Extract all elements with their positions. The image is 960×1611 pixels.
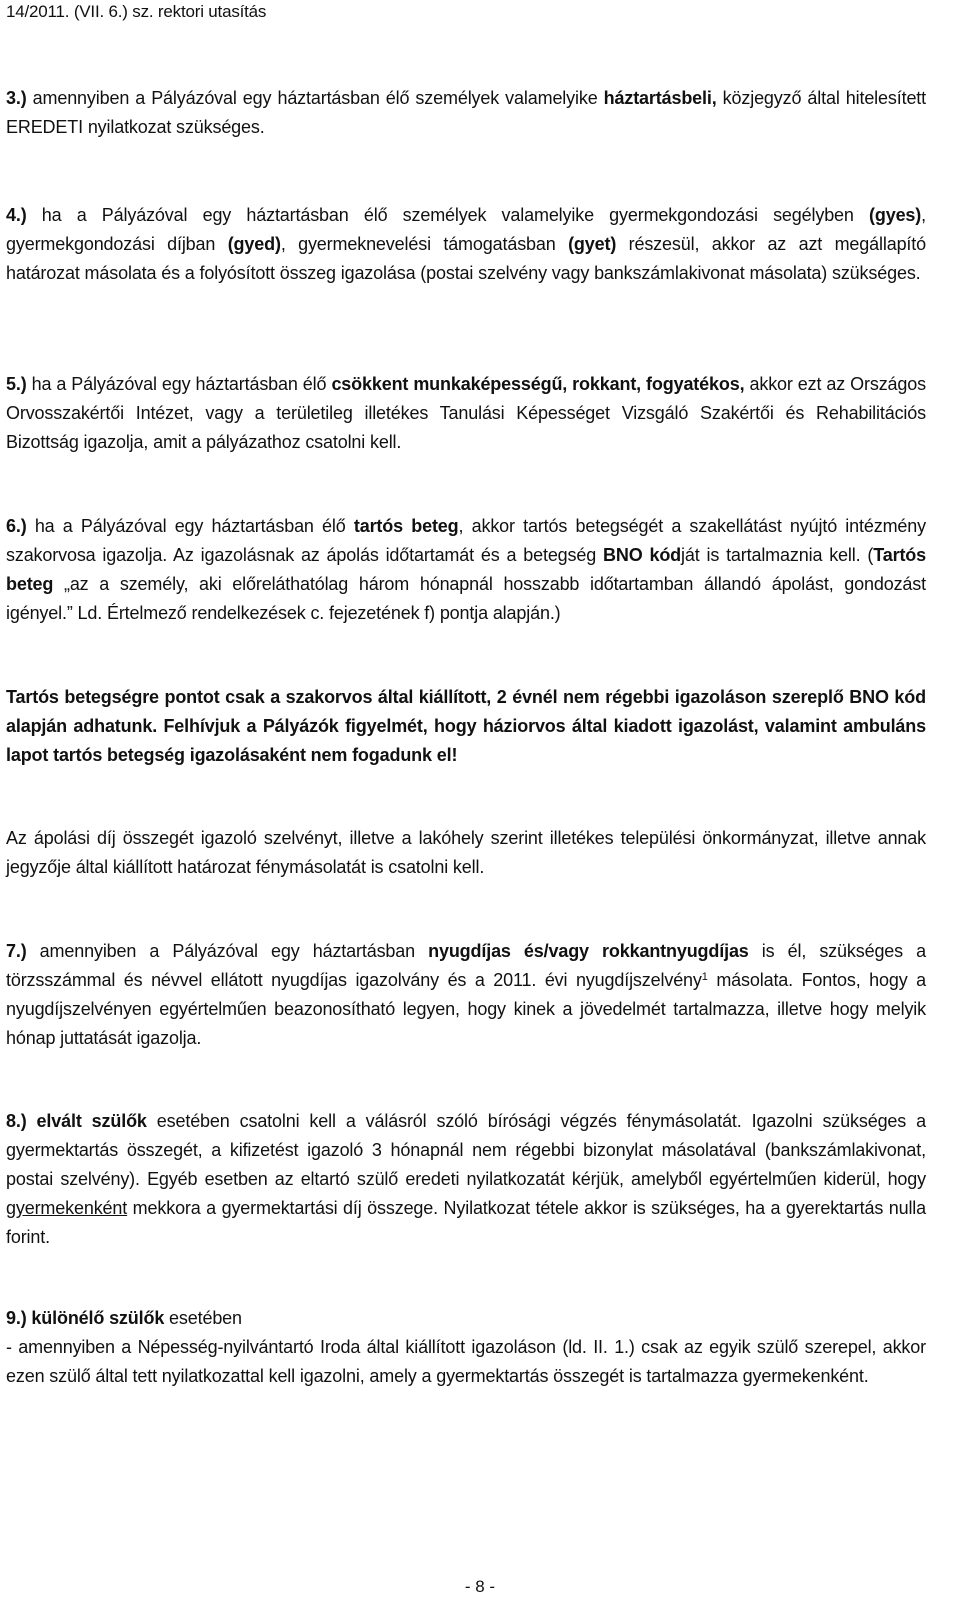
text-run: ha a Pályázóval egy háztartásban élő	[26, 374, 332, 394]
bold-run: (gyet)	[568, 234, 617, 254]
item-5	[6, 370, 926, 457]
item-4-text	[6, 201, 926, 288]
bold-run: háztartásbeli,	[603, 88, 717, 108]
text-run: esetében	[164, 1308, 242, 1328]
item-number: 3.)	[6, 88, 27, 108]
care-allowance-note: Az ápolási díj összegét igazoló szelvényt, illetve a lakóhely szerint illetékes települési önkormányzat, illetve annak jegyzője által kiállított határozat fénymásolatát is csatolni kell.	[6, 828, 926, 877]
text-run: ha a Pályázóval egy háztartásban élő személyek valamelyike gyermekgondozási segélyben	[26, 205, 870, 225]
document-header: 14/2011. (VII. 6.) sz. rektori utasítás	[6, 2, 267, 21]
bold-run: különélő szülők	[26, 1308, 165, 1328]
text-run: amennyiben a Pályázóval egy háztartásban	[26, 941, 429, 961]
item-9	[6, 1304, 926, 1391]
bold-run: csökkent munkaképességű, rokkant, fogyatékos,	[331, 374, 745, 394]
text-run: , gyermeknevelési támogatásban	[280, 234, 569, 254]
text-run: is él, szükséges a törzsszámmal és névvel ellátott nyugdíjas igazolvány és a 2011. évi nyugdíjszelvény	[6, 941, 926, 990]
text-run: részesül, akkor az azt megállapító határozat másolata és a folyósított összeg igazolása (postai szelvény vagy bankszámlakivonat másolata) szükséges.	[6, 234, 926, 283]
item-3	[6, 84, 926, 142]
text-run: ha a Pályázóval egy háztartásban élő	[26, 516, 354, 536]
bold-run: elvált szülők	[26, 1111, 147, 1131]
text-run: akkor ezt az Országos Orvosszakértői Intézet, vagy a területileg illetékes Tanulási Képességet Vizsgáló Szakértői és Rehabilitációs Bizottság igazolja, amit a pályázathoz csatolni kell.	[6, 374, 926, 452]
bold-run: Tartós beteg	[6, 545, 926, 594]
bold-run: BNO kód	[603, 545, 682, 565]
text-run: „az a személy, aki előreláthatólag három hónapnál hosszabb időtartamban állandó ápolást, gondozást igényel.” Ld. Értelmező rendelkezések c. fejezetének f) pontja alapján.)	[6, 574, 926, 623]
item-3-text	[6, 84, 926, 142]
item-9-text: - amennyiben a Népesség-nyilvántartó Iroda által kiállított igazoláson (ld. II. 1.) csak az egyik szülő szerepel, akkor ezen szülő által tett nyilatkozattal kell igazolni, amely a gyermektartás összegét is tartalmazza gyermekenként.	[6, 1337, 926, 1386]
bold-run: (gyed)	[227, 234, 281, 254]
text-run: , gyermekgondozási díjban	[6, 205, 926, 254]
page-number: - 8 -	[464, 1577, 496, 1596]
bold-run: nyugdíjas és/vagy rokkantnyugdíjas	[428, 941, 749, 961]
underlined-run: gyermekenként	[6, 1198, 128, 1218]
text-run: esetében csatolni kell a válásról szóló bírósági végzés fénymásolatát. Igazolni szükséges a gyermektartás összegét, a kifizetést igazoló 3 hónapnál nem régebbi bizonylat másolatával (bankszámlakivonat, postai szelvény). Egyéb esetben az eltartó szülő eredeti nyilatkozatát kérjük, amelyből egyértelműen kiderül, hogy	[6, 1111, 926, 1189]
item-8	[6, 1107, 926, 1252]
text-run: mekkora a gyermektartási díj összege. Nyilatkozat tétele akkor is szükséges, ha a gyerektartás nulla forint.	[6, 1198, 926, 1247]
text-run: ját is tartalmaznia kell. (	[681, 545, 874, 565]
text-run: , akkor tartós betegségét a szakellátást nyújtó intézmény szakorvosa igazolja. Az igazolásnak az ápolás időtartamát és a betegség	[6, 516, 926, 565]
item-number: 6.)	[6, 516, 27, 536]
text-run: másolata. Fontos, hogy a nyugdíjszelvényen egyértelműen beazonosítható legyen, hogy kinek a jövedelmét tartalmazza, illetve hogy melyik hónap juttatását igazolja.	[6, 970, 926, 1048]
bold-run: (gyes)	[869, 205, 922, 225]
item-number: 4.)	[6, 205, 27, 225]
text-run: amennyiben a Pályázóval egy háztartásban élő személyek valamelyike	[26, 88, 604, 108]
item-7-text	[6, 937, 926, 1053]
item-6-text	[6, 512, 926, 628]
item-number: 7.)	[6, 941, 27, 961]
item-number: 9.)	[6, 1308, 27, 1328]
bold-run: tartós beteg	[353, 516, 459, 536]
item-number: 8.)	[6, 1111, 27, 1131]
text-run: közjegyző által hitelesített EREDETI nyilatkozat szükséges.	[6, 88, 927, 137]
item-5-text	[6, 370, 926, 457]
item-6	[6, 512, 926, 628]
item-8-text	[6, 1107, 926, 1252]
item-4	[6, 201, 926, 288]
item-7	[6, 937, 926, 1053]
item-9-heading	[6, 1304, 926, 1333]
bno-notice: Tartós betegségre pontot csak a szakorvos által kiállított, 2 évnél nem régebbi igazoláson szereplő BNO kód alapján adhatunk. Felhívjuk a Pályázók figyelmét, hogy háziorvos által kiadott igazolást, valamint ambuláns lapot tartós betegség igazolásaként nem fogadunk el!	[6, 687, 926, 765]
footnote-ref: 1	[701, 971, 708, 983]
item-number: 5.)	[6, 374, 27, 394]
